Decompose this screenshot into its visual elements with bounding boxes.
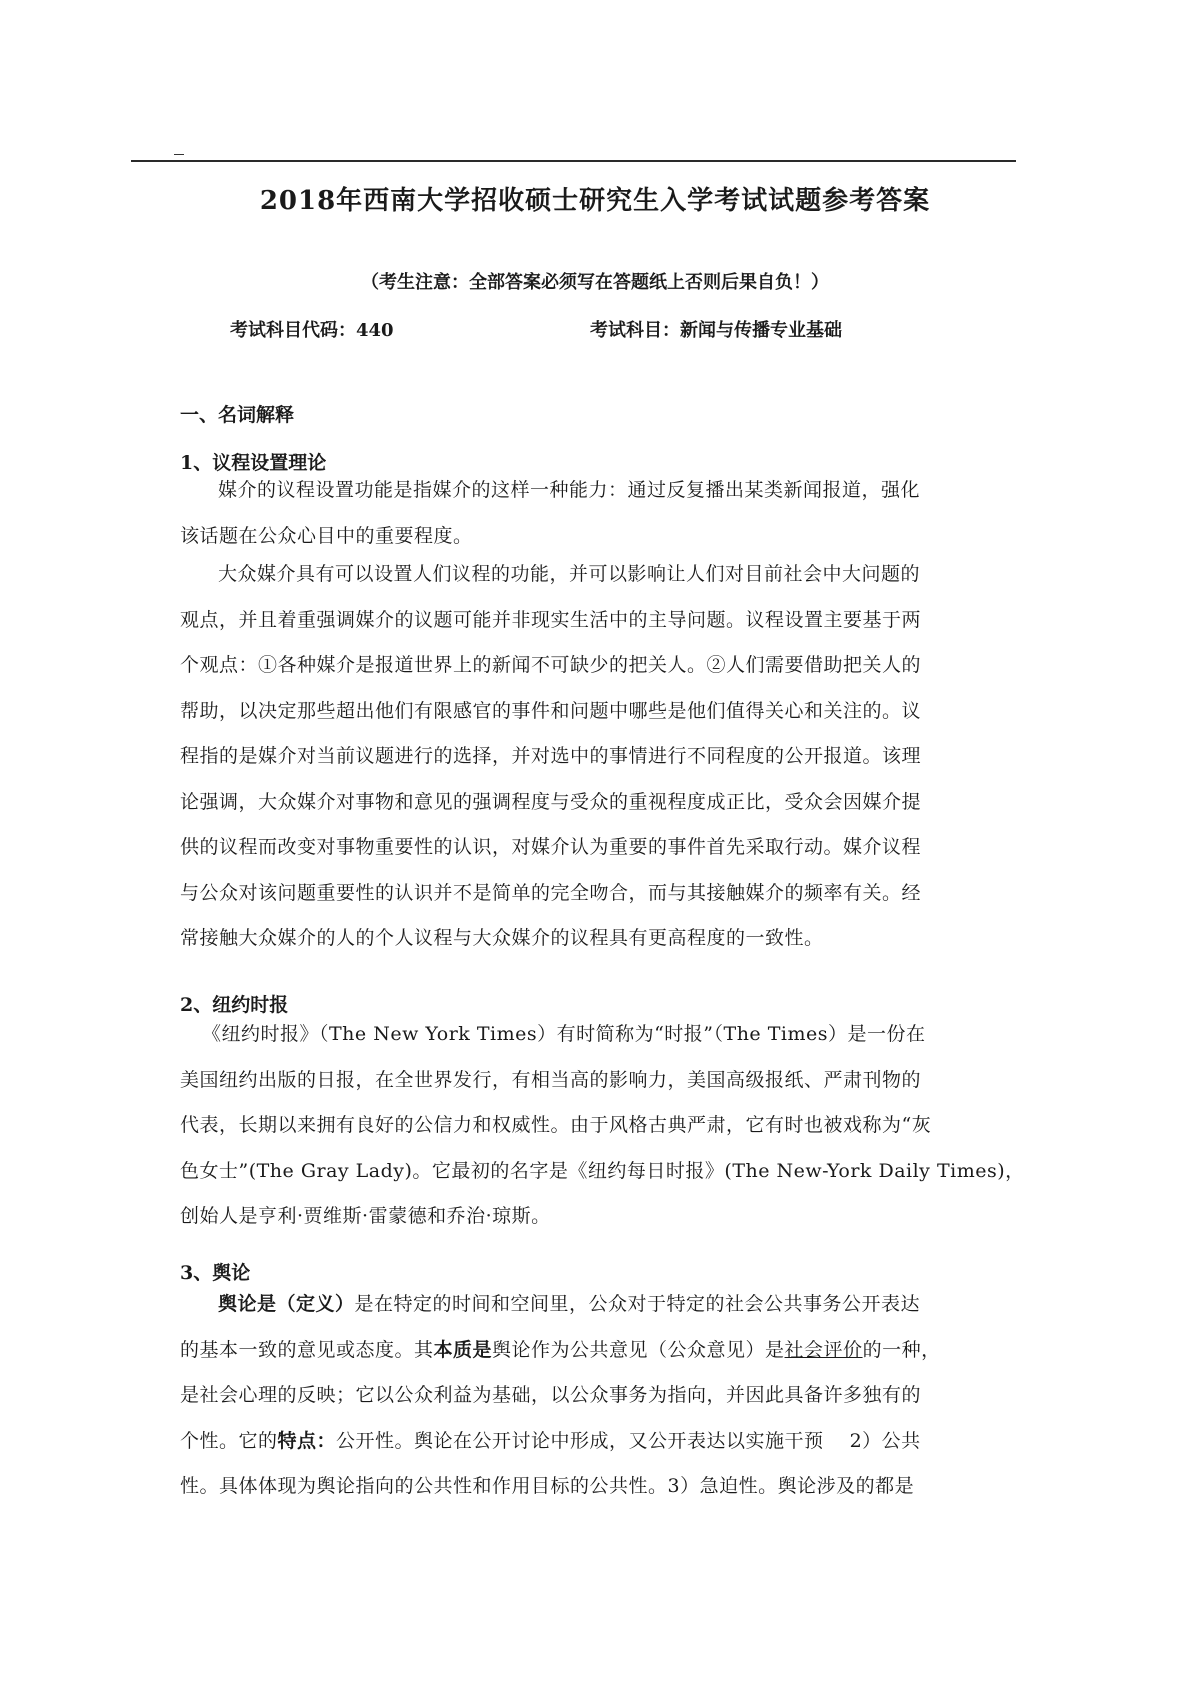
paragraph-line: 论强调，大众媒介对事物和意见的强调程度与受众的重视程度成正比，受众会因媒介提 [180,790,922,813]
text-run: 个性。它的 [180,1429,278,1452]
bold-term: 舆论是（定义） [218,1293,355,1315]
paragraph-line: 程指的是媒介对当前议题进行的选择，并对选中的事情进行不同程度的公开报道。该理 [180,745,922,767]
paragraph-line: 美国纽约出版的日报，在全世界发行，有相当高的影响力，美国高级报纸、严肃刊物的 [180,1068,922,1091]
item-heading-nyt: 2、纽约时报 [180,994,289,1016]
paragraph-line: 帮助，以决定那些超出他们有限感官的事件和问题中哪些是他们值得关心和关注的。议 [180,699,922,722]
text-run: 是在特定的时间和空间里，公众对于特定的社会公共事务公开表达 [354,1293,921,1315]
header-rule [131,160,1016,162]
paragraph [180,1282,1012,1510]
paragraph [180,552,1012,962]
paragraph-line [180,1282,1012,1328]
subject-code: 考试科目代码：440 [230,320,394,341]
text-run: 舆论作为公共意见（公众意见）是 [492,1338,785,1361]
item-heading-public-opinion: 3、舆论 [180,1262,251,1284]
text-run: 公开性。舆论在公开讨论中形成，又公开表达以实施干预 2）公共 [336,1429,921,1452]
text-run: 的一种， [862,1338,941,1361]
paragraph-line: 该话题在公众心目中的重要程度。 [180,524,473,547]
paragraph-line: 代表，长期以来拥有良好的公信力和权威性。由于风格古典严肃，它有时也被戏称为“灰 [180,1114,932,1136]
paragraph-line: 供的议程而改变对事物重要性的认识，对媒介认为重要的事件首先采取行动。媒介议程 [180,836,922,858]
paragraph-line: 个观点：①各种媒介是报道世界上的新闻不可缺少的把关人。②人们需要借助把关人的 [180,654,922,676]
text-run: 的基本一致的意见或态度。其 [180,1338,434,1361]
scan-mark [174,154,184,155]
paragraph-line: 观点，并且着重强调媒介的议题可能并非现实生活中的主导问题。议程设置主要基于两 [180,608,922,631]
document-title: 2018年西南大学招收硕士研究生入学考试试题参考答案 [259,186,931,216]
paragraph-line: 是社会心理的反映；它以公众利益为基础，以公众事务为指向，并因此具备许多独有的 [180,1384,922,1406]
paragraph-line [180,1328,1012,1374]
paragraph [180,468,1012,559]
section-heading: 一、名词解释 [180,404,295,426]
paragraph [180,1012,1025,1240]
underlined-term: 社会评价 [784,1338,863,1361]
paragraph-line: 《纽约时报》（The New York Times）有时简称为“时报”（The Times）是一份在 [202,1023,926,1045]
paragraph-line: 性。具体体现为舆论指向的公共性和作用目标的公共性。3）急迫性。舆论涉及的都是 [180,1475,915,1497]
paragraph-line: 常接触大众媒介的人的个人议程与大众媒介的议程具有更高程度的一致性。 [180,927,824,949]
paragraph-line: 色女士”(The Gray Lady)。它最初的名字是《纽约每日时报》(The New-York Daily Times)， [180,1159,1025,1182]
subject-name: 考试科目：新闻与传播专业基础 [590,320,842,341]
paragraph-line [180,1419,1012,1465]
paragraph-line: 大众媒介具有可以设置人们议程的功能，并可以影响让人们对目前社会中大问题的 [218,563,921,585]
paragraph-line: 媒介的议程设置功能是指媒介的这样一种能力：通过反复播出某类新闻报道，强化 [218,479,921,501]
bold-term: 本质是 [433,1338,493,1361]
item-heading-agenda-setting: 1、议程设置理论 [180,452,327,474]
paragraph-line: 创始人是亨利·贾维斯·雷蒙德和乔治·琼斯。 [180,1205,551,1227]
exam-notice: （考生注意：全部答案必须写在答题纸上否则后果自负！） [361,272,829,293]
paragraph-line: 与公众对该问题重要性的认识并不是简单的完全吻合，而与其接触媒介的频率有关。经 [180,881,922,904]
bold-term: 特点： [277,1429,337,1452]
